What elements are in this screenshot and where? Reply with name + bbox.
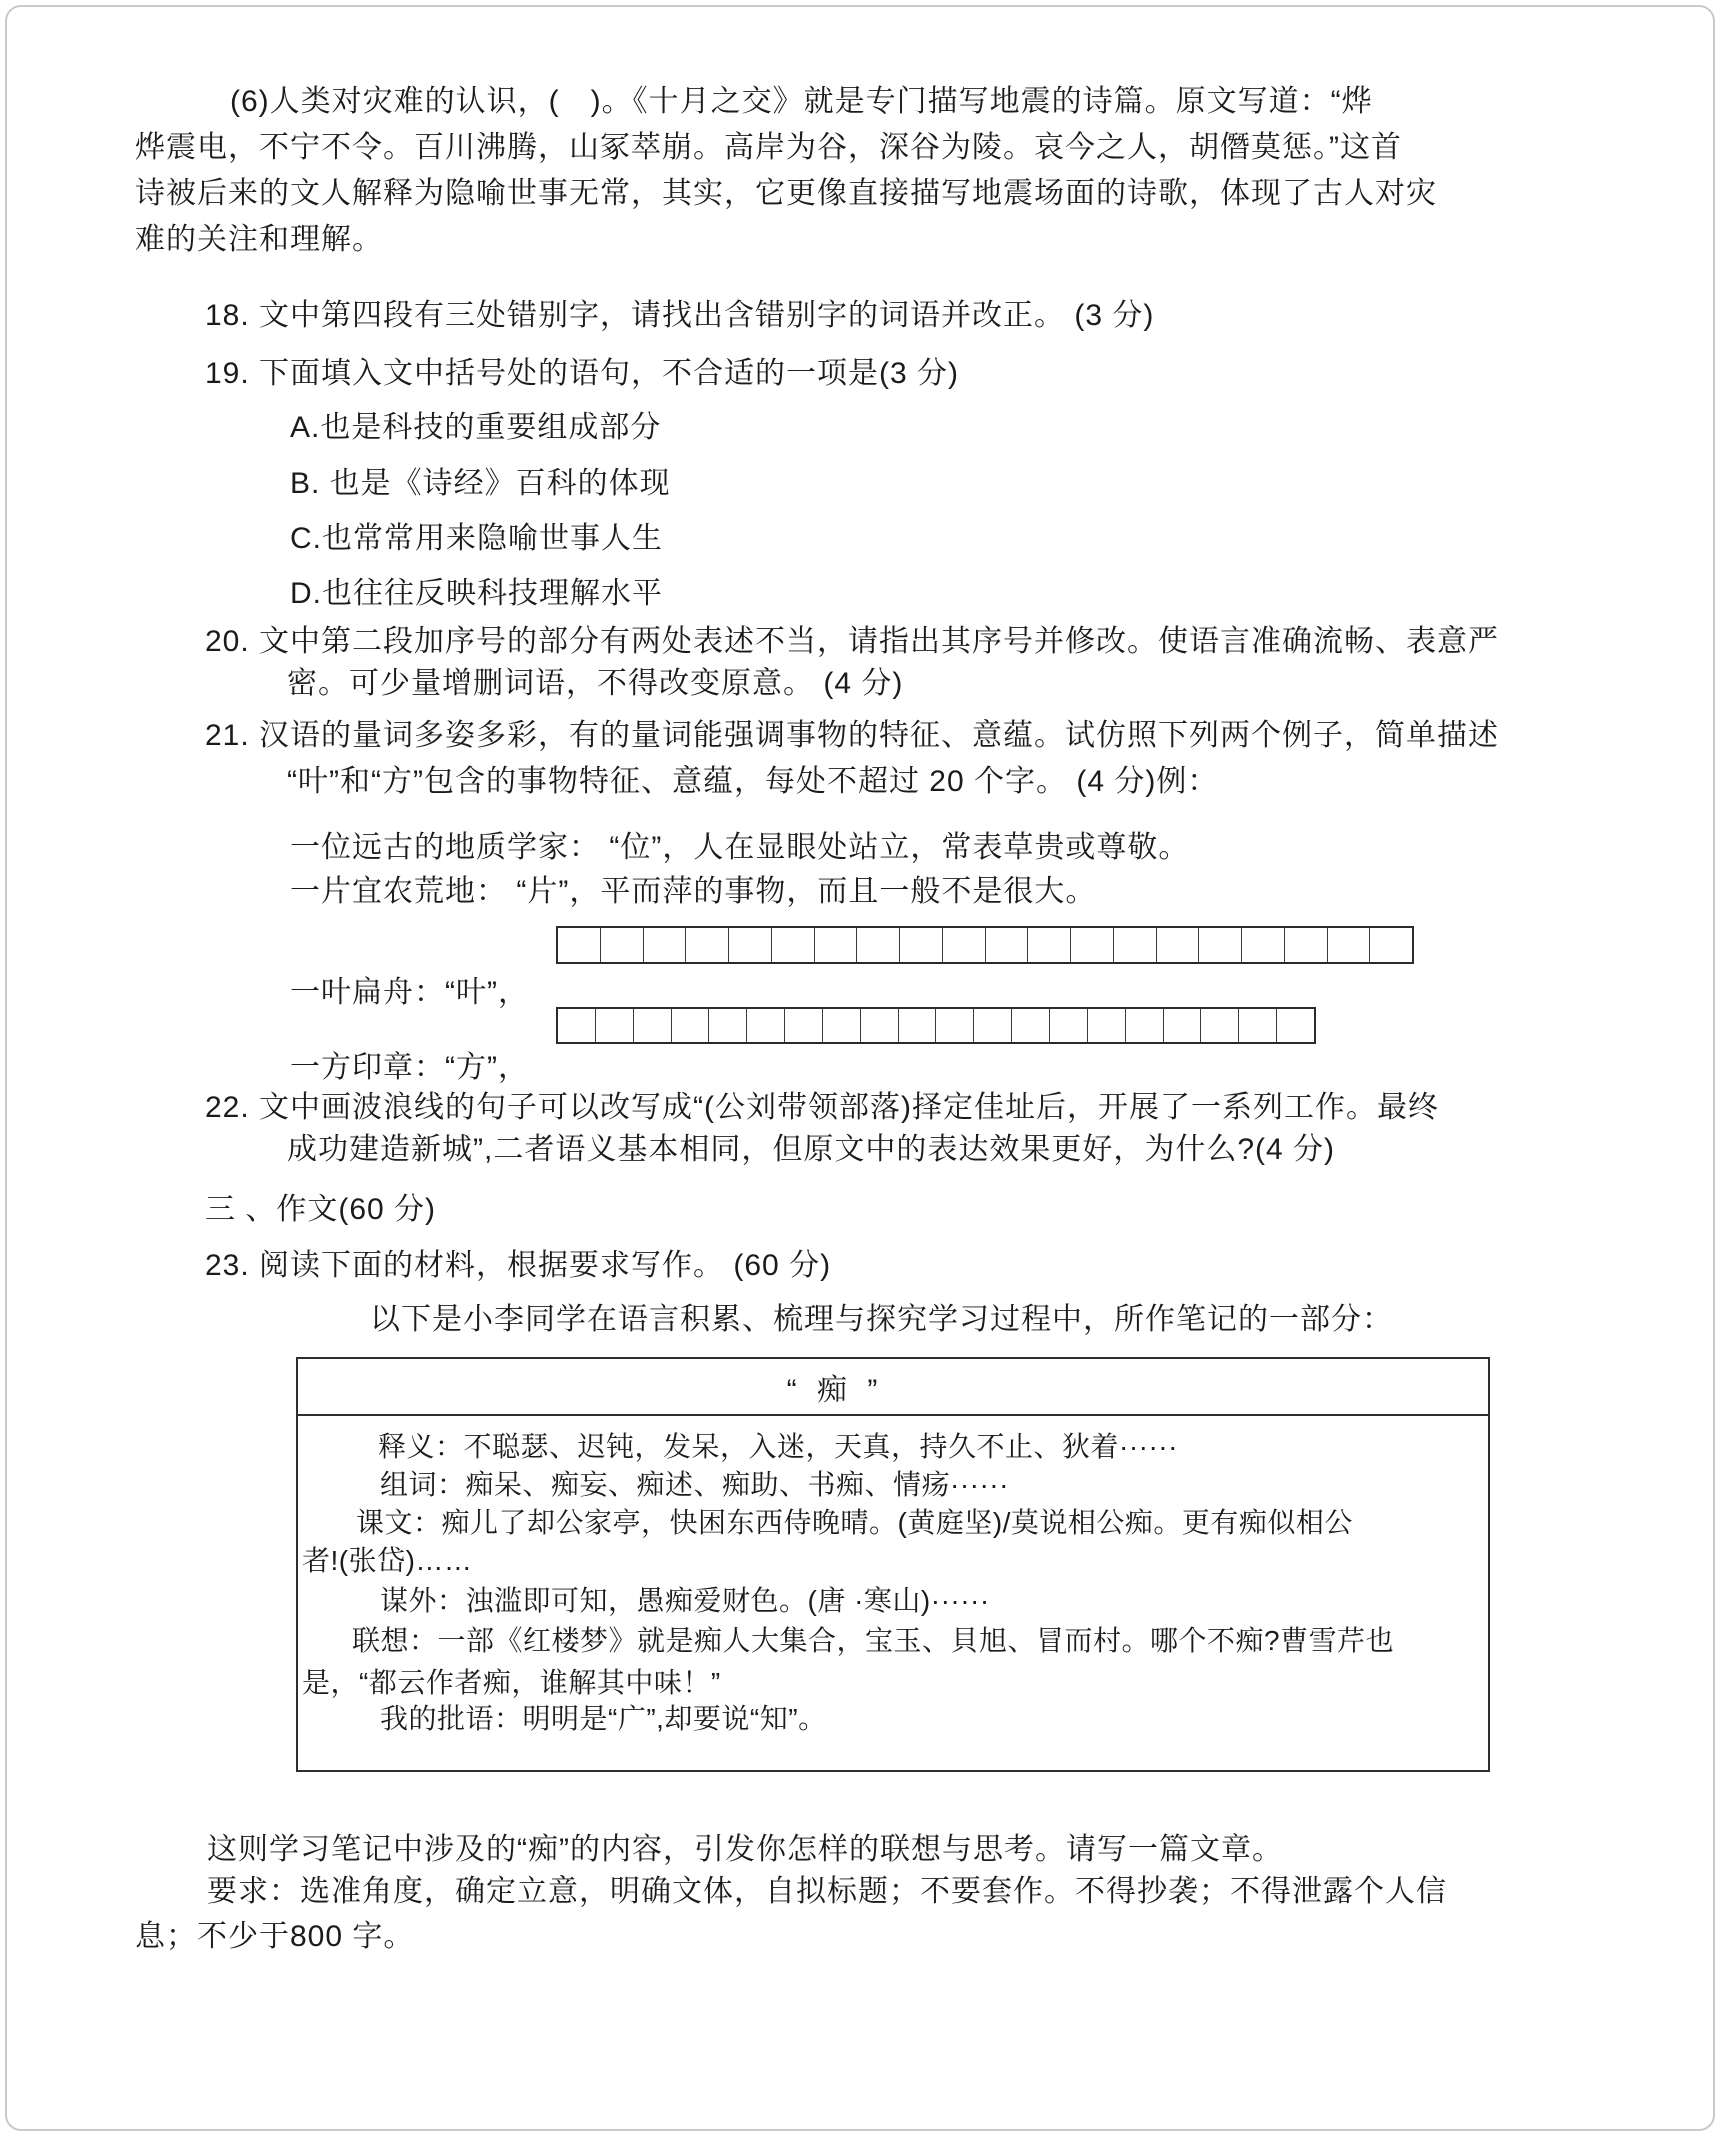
answer-grid-fang [556, 1007, 1316, 1044]
note-line-kewen-2: 者!(张岱)…… [302, 1545, 473, 1576]
question-19-option-d: D.也往往反映科技理解水平 [290, 577, 663, 610]
note-card [296, 1357, 1490, 1772]
answer-grid-cell [672, 1009, 710, 1042]
answer-grid-ye [556, 926, 1414, 964]
answer-grid-cell [1370, 928, 1412, 962]
answer-grid-cell [1012, 1009, 1050, 1042]
closing-prompt: 这则学习笔记中涉及的“痴”的内容，引发你怎样的联想与思考。请写一篇文章。 [207, 1833, 1283, 1866]
answer-grid-cell [1277, 1009, 1314, 1042]
answer-grid-cell [936, 1009, 974, 1042]
answer-grid-cell [899, 1009, 937, 1042]
answer-grid-cell [686, 928, 729, 962]
answer-grid-cell [861, 1009, 899, 1042]
requirements-line-1: 要求：选准角度，确定立意，明确文体，自拟标题；不要套作。不得抄袭；不得泄露个人信 [207, 1875, 1447, 1908]
question-20-line-1: 20. 文中第二段加序号的部分有两处表述不当，请指出其序号并修改。使语言准确流畅、表意严 [205, 625, 1500, 658]
question-21-line-1: 21. 汉语的量词多姿多彩，有的量词能强调事物的特征、意蕴。试仿照下列两个例子，简单描述 [205, 719, 1500, 752]
answer-grid-cell [1328, 928, 1371, 962]
answer-grid-cell [1028, 928, 1071, 962]
question-20-line-2: 密。可少量增删词语，不得改变原意。 (4 分) [287, 667, 904, 700]
note-line-kewen: 课文：痴儿了却公家亭，快困东西侍晚晴。(黄庭坚)/莫说相公痴。更有痴似相公 [356, 1507, 1353, 1538]
answer-grid-cell [1071, 928, 1114, 962]
note-line-lianxiang-2: 是，“都云作者痴，谁解其中味！” [302, 1667, 721, 1698]
paragraph6-line-4: 难的关注和理解。 [135, 223, 383, 256]
note-line-lianxiang: 联想：一部《红楼梦》就是痴人大集合，宝玉、貝旭、冒而村。哪个不痴?曹雪芹也 [352, 1625, 1395, 1656]
answer-grid-cell [1157, 928, 1200, 962]
question-21-line-2: “叶”和“方”包含的事物特征、意蕴，每处不超过 20 个字。 (4 分)例： [287, 765, 1219, 798]
answer-grid-cell [823, 1009, 861, 1042]
question-23: 23. 阅读下面的材料，根据要求写作。 (60 分) [205, 1249, 832, 1282]
grid-label-fang: 一方印章：“方”， [290, 1051, 529, 1084]
answer-grid-cell [634, 1009, 672, 1042]
answer-grid-cell [601, 928, 644, 962]
answer-grid-cell [785, 1009, 823, 1042]
note-card-title: “ 痴 ” [786, 1373, 884, 1407]
answer-grid-cell [729, 928, 772, 962]
answer-grid-cell [1201, 1009, 1239, 1042]
question-19-option-c: C.也常常用来隐喻世事人生 [290, 522, 663, 555]
question-19: 19. 下面填入文中括号处的语句，不合适的一项是(3 分) [205, 357, 960, 390]
section-3-heading: 三 、作文(60 分) [205, 1193, 437, 1226]
answer-grid-cell [644, 928, 687, 962]
answer-grid-cell [900, 928, 943, 962]
answer-grid-cell [709, 1009, 747, 1042]
answer-grid-cell [596, 1009, 634, 1042]
answer-grid-cell [1199, 928, 1242, 962]
note-line-piyu: 我的批语：明明是“广”,却要说“知”。 [380, 1703, 827, 1734]
question-19-option-a: A.也是科技的重要组成部分 [290, 411, 662, 444]
question-21-example-2: 一片宜农荒地： “片”，平而萍的事物，而且一般不是很大。 [290, 875, 1097, 908]
question-21-example-1: 一位远古的地质学家： “位”，人在显眼处站立，常表草贵或尊敬。 [290, 831, 1190, 864]
requirements-line-2: 息；不少于800 字。 [135, 1920, 415, 1953]
answer-grid-cell [815, 928, 858, 962]
note-card-title-band [298, 1359, 1488, 1416]
answer-grid-cell [1050, 1009, 1088, 1042]
note-line-shiyi: 释义：不聪瑟、迟钝，发呆，入迷，天真，持久不止、狄着······ [378, 1431, 1178, 1462]
answer-grid-cell [943, 928, 986, 962]
answer-grid-cell [1114, 928, 1157, 962]
answer-grid-cell [857, 928, 900, 962]
paragraph6-line-1: (6)人类对灾难的认识，( )。《十月之交》就是专门描写地震的诗篇。原文写道：“烨 [230, 85, 1373, 118]
answer-grid-cell [1242, 928, 1285, 962]
note-line-kewai: 谋外：浊滥即可知，愚痴爱财色。(唐 ·寒山)······ [380, 1585, 990, 1616]
question-19-option-b: B. 也是《诗经》百科的体现 [290, 467, 671, 500]
answer-grid-cell [974, 1009, 1012, 1042]
paragraph6-line-3: 诗被后来的文人解释为隐喻世事无常，其实，它更像直接描写地震场面的诗歌，体现了古人对灾 [135, 177, 1437, 210]
note-line-zuci: 组词：痴呆、痴妄、痴述、痴助、书痴、情疡······ [380, 1469, 1009, 1500]
answer-grid-cell [1239, 1009, 1277, 1042]
answer-grid-cell [986, 928, 1029, 962]
answer-grid-cell [1164, 1009, 1202, 1042]
grid-label-ye: 一叶扁舟：“叶”， [290, 976, 529, 1009]
answer-grid-cell [558, 928, 601, 962]
answer-grid-cell [772, 928, 815, 962]
answer-grid-cell [747, 1009, 785, 1042]
answer-grid-cell [1285, 928, 1328, 962]
question-22-line-1: 22. 文中画波浪线的句子可以改写成“(公刘带领部落)择定佳址后，开展了一系列工作。最终 [205, 1091, 1440, 1124]
question-18: 18. 文中第四段有三处错别字，请找出含错别字的词语并改正。 (3 分) [205, 299, 1155, 332]
paragraph6-line-2: 烨震电，不宁不令。百川沸腾，山冢萃崩。高岸为谷，深谷为陵。哀今之人，胡僭莫惩。”这首 [135, 131, 1402, 164]
answer-grid-cell [1088, 1009, 1126, 1042]
answer-grid-cell [1126, 1009, 1164, 1042]
answer-grid-cell [558, 1009, 596, 1042]
question-22-line-2: 成功建造新城”,二者语义基本相同，但原文中的表达效果更好，为什么?(4 分) [287, 1133, 1336, 1166]
question-23-intro: 以下是小李同学在语言积累、梳理与探究学习过程中，所作笔记的一部分： [370, 1303, 1393, 1336]
